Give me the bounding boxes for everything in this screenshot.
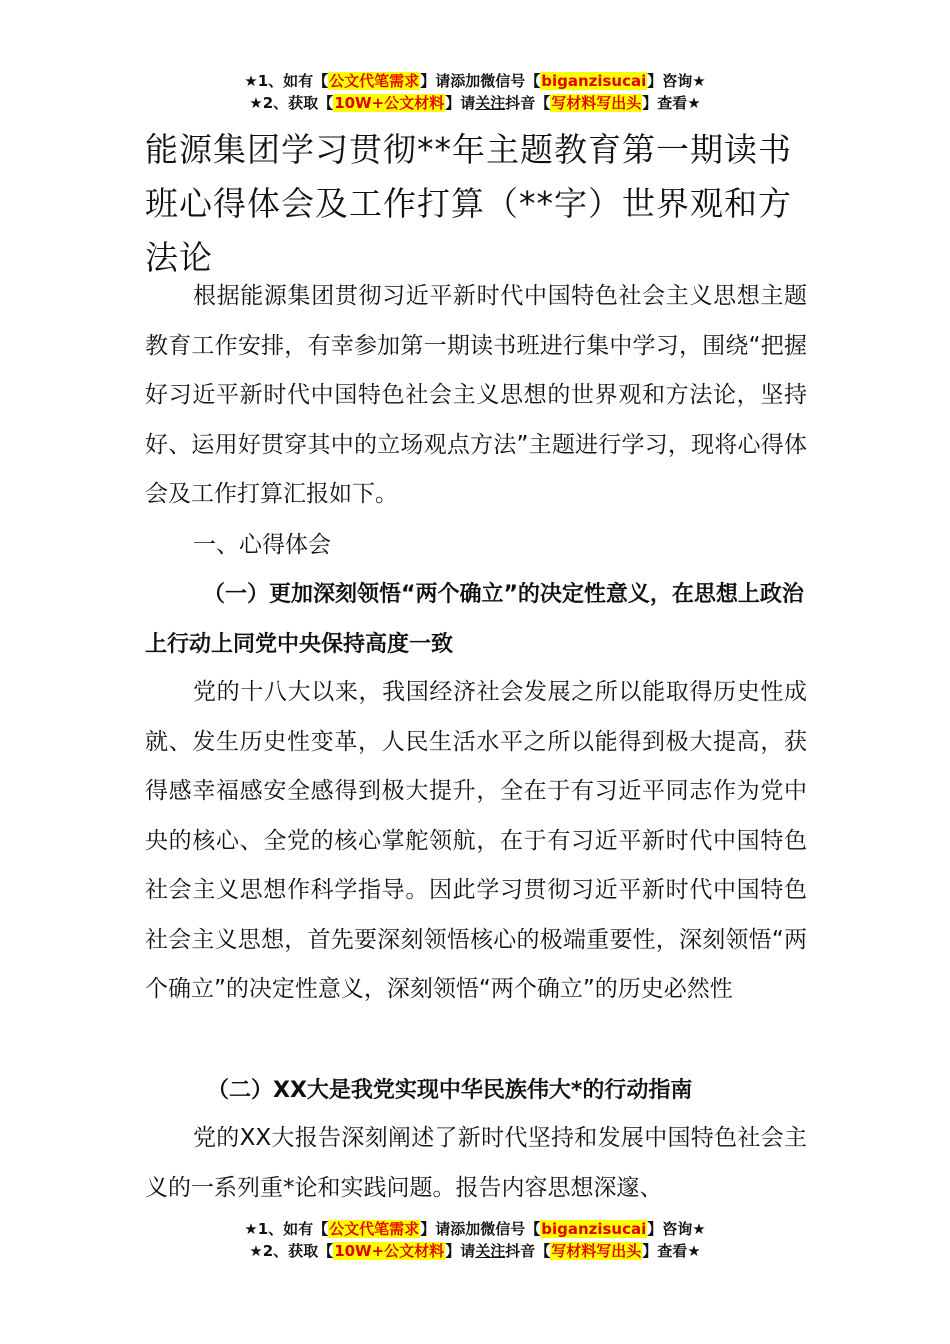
section-heading: 一、心得体会	[193, 532, 331, 558]
promo-text: 】咨询★	[647, 1220, 706, 1238]
promo-text: 】请	[445, 94, 476, 112]
wechat-id-highlight: biganzisucai	[541, 72, 647, 90]
promo-text: 】请添加微信号【	[420, 1220, 541, 1238]
promo-text: 】请	[445, 1242, 476, 1260]
wechat-id-highlight: biganzisucai	[541, 1220, 647, 1238]
body-paragraph-2: 党的XX大报告深刻阐述了新时代坚持和发展中国特色社会主义的一系列重*论和实践问题。报告内容思想深邃、	[145, 1125, 807, 1201]
douyin-highlight: 写材料写出头	[551, 94, 642, 112]
promo-highlight: 公文代笔需求	[329, 1220, 420, 1238]
promo-line-2	[0, 92, 950, 114]
promo-text: ★2、获取【	[249, 94, 334, 112]
promo-highlight: 10W+公文材料	[334, 1242, 445, 1260]
promo-line-2	[0, 1240, 950, 1262]
douyin-highlight: 写材料写出头	[551, 1242, 642, 1260]
promo-text: 】查看★	[642, 1242, 701, 1260]
intro-paragraph: 根据能源集团贯彻习近平新时代中国特色社会主义思想主题教育工作安排，有幸参加第一期读书班进行集中学习，围绕“把握好习近平新时代中国特色社会主义思想的世界观和方法论，坚持好、运用好贯穿其中的立场观点方法”主题进行学习，现将心得体会及工作打算汇报如下。	[145, 283, 807, 507]
promo-text: 】查看★	[642, 94, 701, 112]
promo-text: ★1、如有【	[244, 1220, 329, 1238]
promo-banner-bottom	[0, 1218, 950, 1262]
subheading-1: （一）更加深刻领悟“两个确立”的决定性意义，在思想上政治上行动上同党中央保持高度一致	[145, 582, 804, 657]
promo-highlight: 公文代笔需求	[329, 72, 420, 90]
promo-line-1	[0, 70, 950, 92]
promo-line-1	[0, 1218, 950, 1240]
promo-text: 抖音【	[505, 94, 551, 112]
document-title: 能源集团学习贯彻**年主题教育第一期读书班心得体会及工作打算（**字）世界观和方法论	[145, 130, 792, 277]
promo-text: 】咨询★	[647, 72, 706, 90]
promo-text: ★1、如有【	[244, 72, 329, 90]
body-paragraph-1: 党的十八大以来，我国经济社会发展之所以能取得历史性成就、发生历史性变革，人民生活水平之所以能得到极大提高，获得感幸福感安全感得到极大提升，全在于有习近平同志作为党中央的核心、全党的核心掌舵领航，在于有习近平新时代中国特色社会主义思想作科学指导。因此学习贯彻习近平新时代中国特色社会主义思想，首先要深刻领悟核心的极端重要性，深刻领悟“两个确立”的决定性意义，深刻领悟“两个确立”的历史必然性	[145, 679, 807, 1002]
promo-highlight: 10W+公文材料	[334, 94, 445, 112]
promo-text: ★2、获取【	[249, 1242, 334, 1260]
promo-underlined: 关注	[475, 94, 506, 112]
promo-text: 抖音【	[505, 1242, 551, 1260]
promo-underlined: 关注	[475, 1242, 506, 1260]
promo-text: 】请添加微信号【	[420, 72, 541, 90]
promo-banner-top	[0, 70, 950, 114]
subheading-2: （二）XX大是我党实现中华民族伟大*的行动指南	[207, 1078, 693, 1103]
